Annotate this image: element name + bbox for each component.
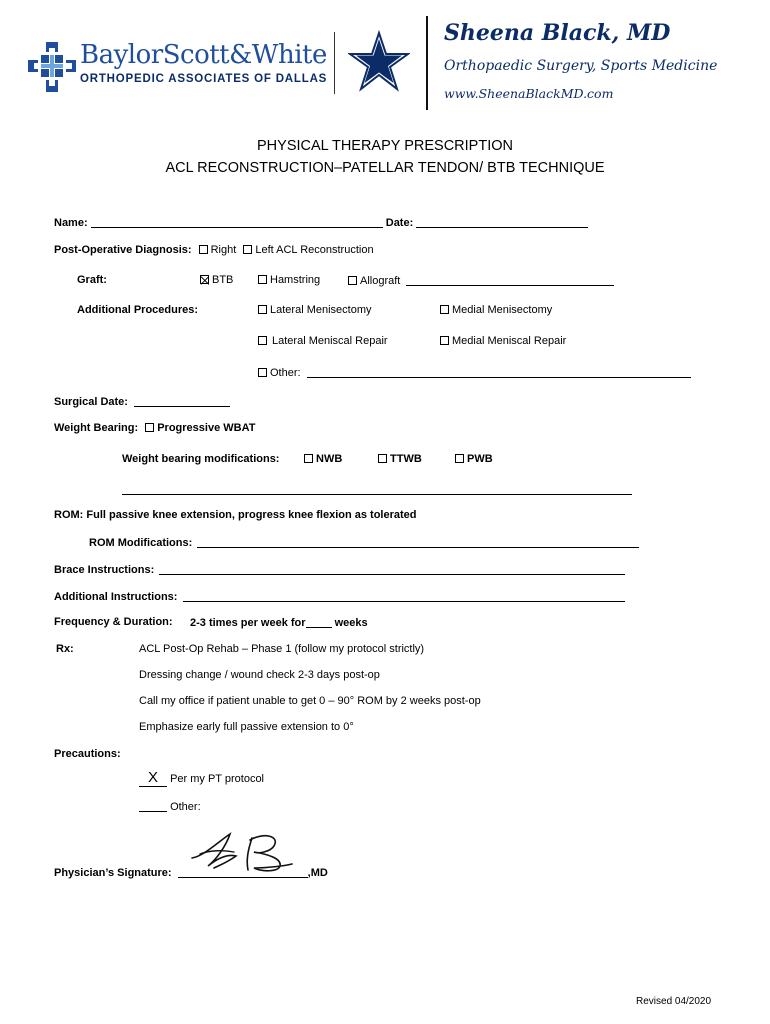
nwb-checkbox[interactable] xyxy=(304,454,313,463)
brace-label: Brace Instructions: xyxy=(54,564,155,576)
precaution-other-field[interactable] xyxy=(139,800,167,812)
brand-logo xyxy=(28,40,328,96)
left-checkbox[interactable] xyxy=(243,245,252,254)
freq-weeks-field[interactable] xyxy=(306,616,332,628)
brand-subtitle: ORTHOPEDIC ASSOCIATES OF DALLAS xyxy=(80,73,328,85)
surgical-date-label: Surgical Date: xyxy=(54,396,128,408)
brace-field[interactable] xyxy=(159,563,625,575)
addl-proc-label: Additional Procedures: xyxy=(77,304,199,316)
rx-item: ACL Post-Op Rehab – Phase 1 (follow my protocol strictly) xyxy=(139,643,425,655)
pwb-checkbox[interactable] xyxy=(455,454,464,463)
wb-mod-label: Weight bearing modifications: xyxy=(122,453,280,465)
med-menisc-label: Medial Menisectomy xyxy=(452,304,553,316)
left-label: Left ACL Reconstruction xyxy=(255,244,374,256)
precaution-protocol-row xyxy=(139,770,264,787)
postop-row xyxy=(54,244,374,256)
freq-label: Frequency & Duration: xyxy=(54,616,173,628)
rom-line: ROM: Full passive knee extension, progress knee flexion as tolerated xyxy=(54,509,417,521)
rx-item: Emphasize early full passive extension to 0° xyxy=(139,721,354,733)
med-menisc-checkbox[interactable] xyxy=(440,305,449,314)
doctor-name: Sheena Black, MD xyxy=(444,20,671,46)
date-field[interactable] xyxy=(416,216,588,228)
brand-name: BaylorScott&White xyxy=(80,40,327,70)
allograft-option[interactable] xyxy=(348,274,614,287)
allograft-field[interactable] xyxy=(406,274,614,286)
rx-label: Rx: xyxy=(56,643,74,655)
rom-mod-label: ROM Modifications: xyxy=(89,537,193,549)
btb-label: BTB xyxy=(212,274,234,286)
hamstring-checkbox[interactable] xyxy=(258,275,267,284)
btb-option[interactable] xyxy=(200,274,233,286)
weight-bearing-label: Weight Bearing: xyxy=(54,422,139,434)
brace-row xyxy=(54,563,625,576)
addl-instr-row xyxy=(54,590,625,603)
surgical-date-row xyxy=(54,395,230,408)
freq-text-b: weeks xyxy=(334,617,368,629)
lat-repair-label: Lateral Meniscal Repair xyxy=(272,335,388,347)
ttwb-checkbox[interactable] xyxy=(378,454,387,463)
med-repair-checkbox[interactable] xyxy=(440,336,449,345)
freq-text-a: 2-3 times per week for xyxy=(190,617,306,629)
addl-instr-label: Additional Instructions: xyxy=(54,591,178,603)
nwb-option[interactable] xyxy=(304,453,342,465)
lat-repair-checkbox[interactable] xyxy=(258,336,267,345)
right-label: Right xyxy=(210,244,237,256)
hamstring-option[interactable] xyxy=(258,274,320,286)
ttwb-option[interactable] xyxy=(378,453,422,465)
other-field[interactable] xyxy=(307,366,691,378)
ttwb-label: TTWB xyxy=(390,453,422,465)
signature-row xyxy=(54,866,328,879)
doctor-specialty: Orthopaedic Surgery, Sports Medicine xyxy=(444,58,718,74)
lat-menisc-checkbox[interactable] xyxy=(258,305,267,314)
surgical-date-field[interactable] xyxy=(134,395,230,407)
precaution-other-label: Other: xyxy=(170,801,201,813)
name-field[interactable] xyxy=(91,216,383,228)
graft-label: Graft: xyxy=(77,274,107,286)
doctor-website[interactable]: www.SheenaBlackMD.com xyxy=(444,86,614,101)
med-repair-label: Medial Meniscal Repair xyxy=(452,335,567,347)
lat-menisc-label: Lateral Menisectomy xyxy=(270,304,372,316)
other-option[interactable] xyxy=(258,366,691,379)
other-checkbox[interactable] xyxy=(258,368,267,377)
postop-label: Post-Operative Diagnosis: xyxy=(54,244,192,256)
pwb-label: PWB xyxy=(467,453,493,465)
lat-repair-option[interactable] xyxy=(258,335,388,347)
lat-menisc-option[interactable] xyxy=(258,304,372,316)
rom-mod-row xyxy=(89,536,639,549)
revision-note: Revised 04/2020 xyxy=(636,996,712,1007)
wb-mod-field[interactable] xyxy=(122,494,632,495)
precaution-other-row xyxy=(139,800,201,813)
weight-bearing-row xyxy=(54,422,255,434)
rx-item: Dressing change / wound check 2-3 days post-op xyxy=(139,669,380,681)
precautions-label: Precautions: xyxy=(54,748,121,760)
form-subtitle: ACL RECONSTRUCTION–PATELLAR TENDON/ BTB TECHNIQUE xyxy=(165,160,605,176)
addl-instr-field[interactable] xyxy=(183,590,625,602)
med-menisc-option[interactable] xyxy=(440,304,552,316)
right-checkbox[interactable] xyxy=(199,245,208,254)
prog-wbat-checkbox[interactable] xyxy=(145,423,154,432)
star-icon xyxy=(348,30,410,92)
signature-label: Physician’s Signature: xyxy=(54,867,172,879)
prog-wbat-label: Progressive WBAT xyxy=(157,422,256,434)
other-label: Other: xyxy=(270,367,301,379)
signature-suffix: ,MD xyxy=(307,867,328,879)
precaution-protocol-field[interactable] xyxy=(139,770,167,787)
freq-row xyxy=(190,616,368,629)
form-title: PHYSICAL THERAPY PRESCRIPTION xyxy=(257,138,513,154)
allograft-checkbox[interactable] xyxy=(348,276,357,285)
precaution-mark: X xyxy=(147,769,158,786)
nwb-label: NWB xyxy=(316,453,343,465)
med-repair-option[interactable] xyxy=(440,335,566,347)
name-label: Name: xyxy=(54,217,88,229)
header-divider-left xyxy=(334,32,335,94)
rx-item: Call my office if patient unable to get 0 – 90° ROM by 2 weeks post-op xyxy=(139,695,481,707)
header-divider-right xyxy=(426,16,428,110)
name-row xyxy=(54,216,588,229)
allograft-label: Allograft xyxy=(360,275,401,287)
btb-checkbox[interactable] xyxy=(200,275,209,284)
pwb-option[interactable] xyxy=(455,453,493,465)
precaution-protocol-label: Per my PT protocol xyxy=(170,773,265,785)
baylor-cross-icon xyxy=(28,42,76,92)
rom-mod-field[interactable] xyxy=(197,536,639,548)
date-label: Date: xyxy=(385,217,414,229)
hamstring-label: Hamstring xyxy=(270,274,321,286)
signature-field[interactable] xyxy=(178,866,308,878)
